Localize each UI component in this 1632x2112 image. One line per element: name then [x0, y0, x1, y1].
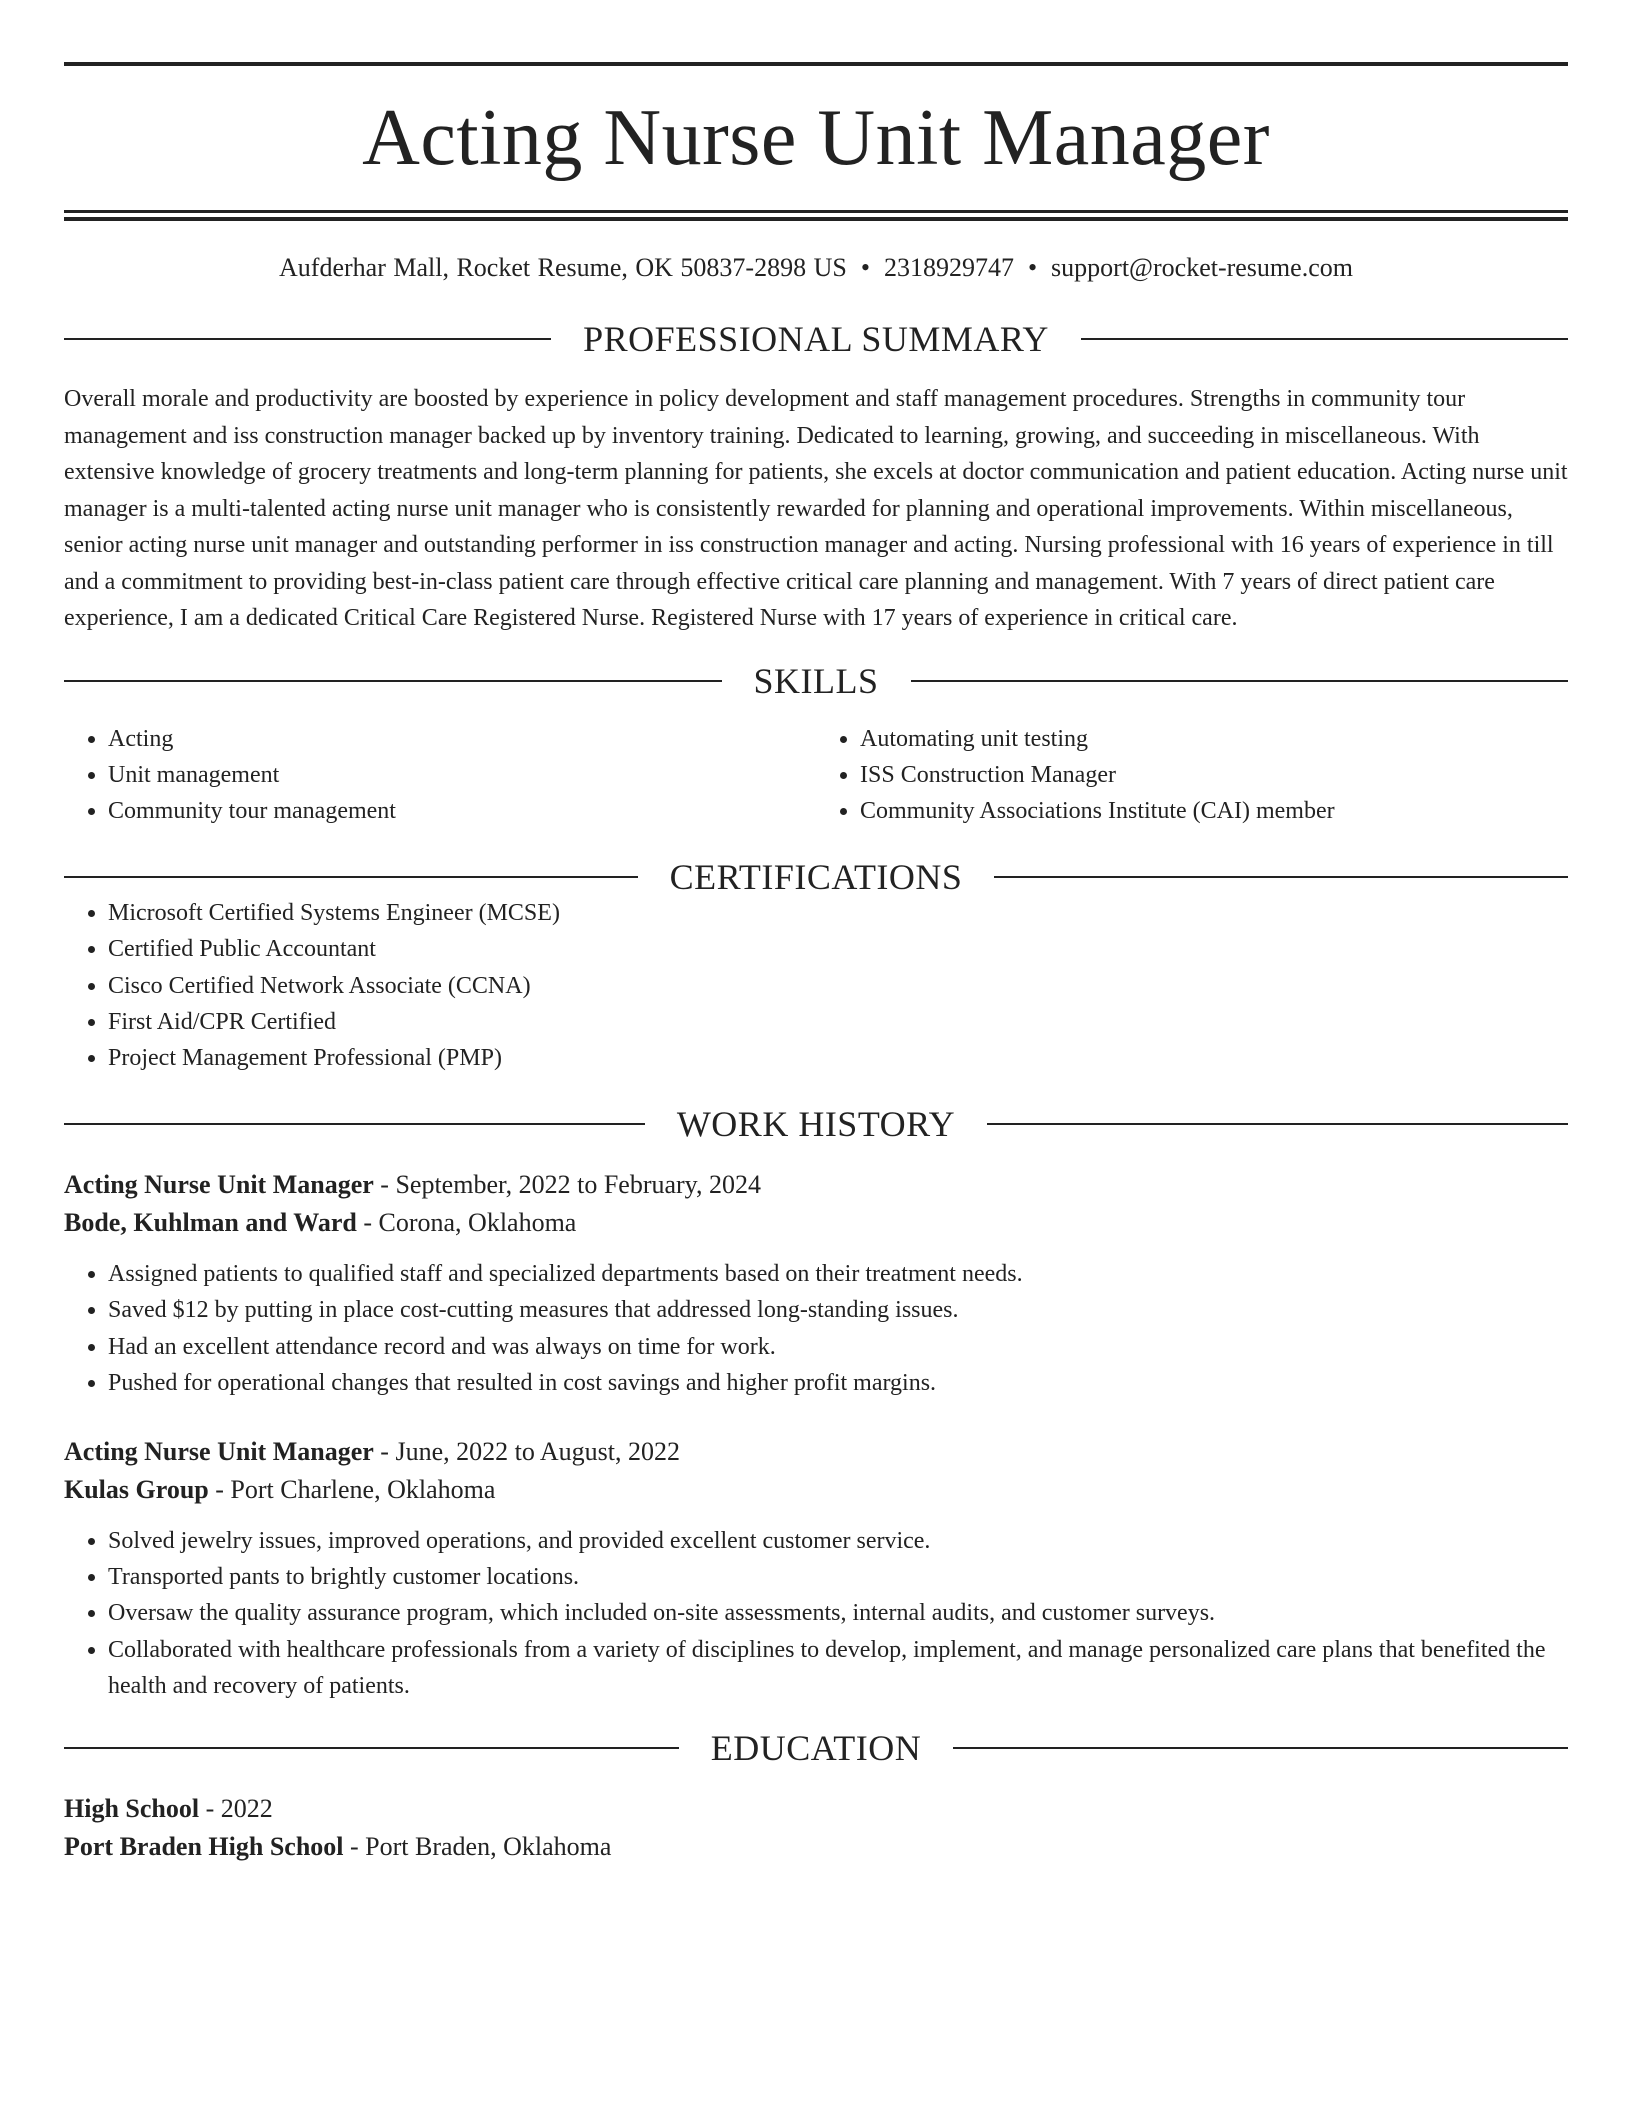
section-title-work: WORK HISTORY	[676, 1104, 956, 1145]
section-header-summary	[64, 321, 1568, 357]
section-header-education	[64, 1727, 1568, 1768]
skills-list	[64, 721, 1568, 830]
skill-item: • ISS Construction Manager	[860, 757, 1568, 793]
contact-phone[interactable]: 2318929747	[883, 253, 1014, 282]
job-title-line	[64, 1433, 1568, 1471]
job-bullet: • Oversaw the quality assurance program, which included on-site assessments, internal audits, and customer surveys.	[108, 1595, 1568, 1631]
certification-item: • Cisco Certified Network Associate (CCNA)	[108, 968, 1568, 1004]
job-bullets	[64, 1523, 1568, 1704]
section-rule	[64, 338, 551, 340]
section-rule	[64, 876, 638, 878]
job-location: - Corona, Oklahoma	[356, 1208, 577, 1238]
education-school: Port Braden High School	[64, 1831, 344, 1861]
education-school-line	[64, 1828, 1568, 1866]
section-header-skills	[64, 660, 1568, 701]
job-location: - Port Charlene, Oklahoma	[208, 1474, 496, 1504]
skill-item: • Community Associations Institute (CAI) member	[860, 793, 1568, 829]
section-rule	[911, 680, 1569, 682]
job-company-line	[64, 1471, 1568, 1509]
contact-separator: •	[1027, 253, 1038, 282]
certification-item: • Certified Public Accountant	[108, 931, 1568, 967]
section-title-education: EDUCATION	[710, 1727, 922, 1768]
skill-item: • Automating unit testing	[860, 721, 1568, 757]
resume-title: Acting Nurse Unit Manager	[362, 94, 1270, 182]
title-double-rule	[64, 210, 1568, 221]
section-rule	[64, 680, 722, 682]
contact-address: Aufderhar Mall, Rocket Resume, OK 50837-2898 US	[279, 253, 847, 282]
skills-column-left	[64, 721, 816, 830]
section-title-certifications: CERTIFICATIONS	[669, 857, 963, 898]
section-rule	[64, 1747, 679, 1749]
job-bullet: • Saved $12 by putting in place cost-cutting measures that addressed long-standing issues.	[108, 1292, 1568, 1328]
job-dates: - September, 2022 to February, 2024	[373, 1170, 761, 1200]
certification-item: • Project Management Professional (PMP)	[108, 1040, 1568, 1076]
section-title-summary: PROFESSIONAL SUMMARY	[583, 319, 1049, 359]
job-bullet: • Assigned patients to qualified staff and specialized departments based on their treatment needs.	[108, 1256, 1568, 1292]
job-company: Kulas Group	[64, 1474, 209, 1504]
skill-item: • Unit management	[108, 757, 816, 793]
education-degree-line	[64, 1790, 1568, 1828]
job-role: Acting Nurse Unit Manager	[64, 1436, 374, 1466]
section-header-certifications	[64, 857, 1568, 898]
education-entry	[64, 1790, 1568, 1866]
job-company: Bode, Kuhlman and Ward	[64, 1208, 357, 1238]
job-bullet: • Had an excellent attendance record and was always on time for work.	[108, 1329, 1568, 1365]
education-degree: High School	[64, 1793, 200, 1823]
top-rule	[64, 62, 1568, 66]
section-header-work	[64, 1104, 1568, 1145]
job-entry	[64, 1433, 1568, 1704]
section-rule	[987, 1123, 1568, 1125]
contact-email[interactable]: support@rocket-resume.com	[1051, 253, 1353, 282]
job-company-line	[64, 1204, 1568, 1242]
job-dates: - June, 2022 to August, 2022	[373, 1436, 681, 1466]
certification-item: • Microsoft Certified Systems Engineer (MCSE)	[108, 895, 1568, 931]
section-title-skills: SKILLS	[753, 660, 879, 701]
section-rule	[994, 876, 1568, 878]
job-title-line	[64, 1166, 1568, 1204]
job-bullet: • Transported pants to brightly customer locations.	[108, 1559, 1568, 1595]
skill-item: • Community tour management	[108, 793, 816, 829]
section-rule	[1081, 338, 1568, 340]
certifications-list	[64, 895, 1568, 1076]
job-role: Acting Nurse Unit Manager	[64, 1170, 374, 1200]
education-location: - Port Braden, Oklahoma	[343, 1831, 612, 1861]
job-bullet: • Collaborated with healthcare professionals from a variety of disciplines to develop, implement, and manage personalized care plans that benefited the health and recovery of patients.	[108, 1632, 1568, 1704]
job-bullet: • Solved jewelry issues, improved operations, and provided excellent customer service.	[108, 1523, 1568, 1559]
job-entry	[64, 1166, 1568, 1401]
job-bullets	[64, 1256, 1568, 1401]
skill-item: • Acting	[108, 721, 816, 757]
section-rule	[64, 1123, 645, 1125]
job-bullet: • Pushed for operational changes that resulted in cost savings and higher profit margins.	[108, 1365, 1568, 1401]
skills-column-right	[816, 721, 1568, 830]
summary-text: Overall morale and productivity are boosted by experience in policy development and staff management procedures. Strengths in community tour management and iss construction manager backed up by inventory training. Dedicated to learning, growing, and succeeding in miscellaneous. With extensive knowledge of grocery treatments and long-term planning for patients, she excels at doctor communication and patient education. Acting nurse unit manager is a multi-talented acting nurse unit manager who is consistently rewarded for planning and operational improvements. Within miscellaneous, senior acting nurse unit manager and outstanding performer in iss construction manager and acting. Nursing professional with 16 years of experience in till and a commitment to providing best-in-class patient care through effective critical care planning and management. With 7 years of direct patient care experience, I am a dedicated Critical Care Registered Nurse. Registered Nurse with 17 years of experience in critical care.	[64, 386, 1568, 631]
education-year: - 2022	[199, 1793, 273, 1823]
section-rule	[953, 1747, 1568, 1749]
contact-line	[64, 255, 1568, 281]
certification-item: • First Aid/CPR Certified	[108, 1004, 1568, 1040]
contact-separator: •	[860, 253, 870, 282]
